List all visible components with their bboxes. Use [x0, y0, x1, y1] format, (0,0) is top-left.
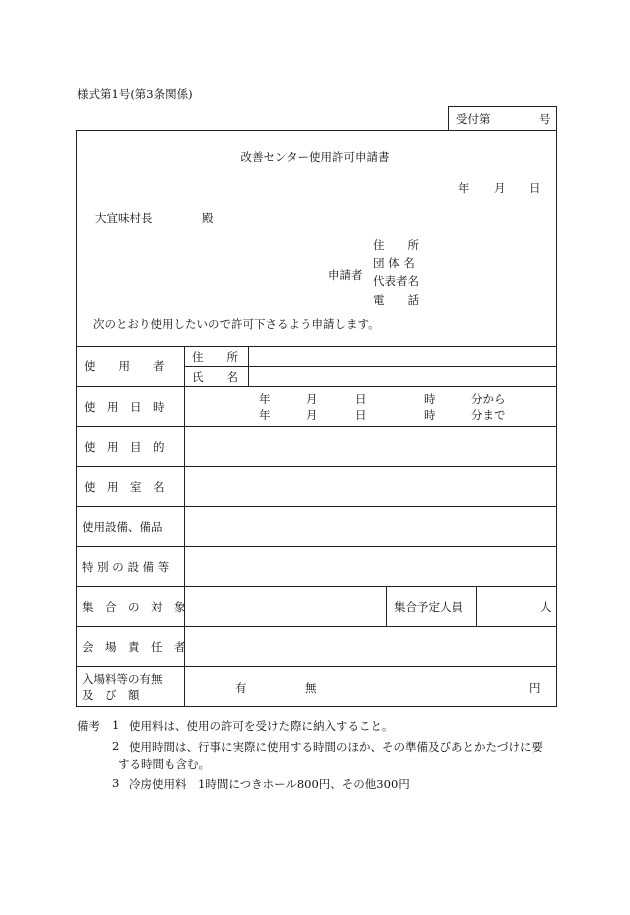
note-2-text: 使用時間は、行事に実際に使用する時間のほか、その準備及びあとかたづけに要	[129, 740, 543, 754]
user-name-label: 氏 名	[192, 370, 238, 384]
request-text: 次のとおり使用したいので許可下さるよう申請します。	[93, 317, 380, 331]
receipt-suffix: 号	[539, 112, 551, 126]
addressee-name: 大宜味村長	[95, 211, 153, 225]
form-number: 様式第1号(第3条関係)	[77, 87, 193, 101]
equipment-label: 使用設備、備品	[82, 520, 163, 534]
date-month: 月	[494, 181, 506, 195]
to-year: 年	[259, 408, 271, 422]
from-year: 年	[259, 392, 271, 406]
to-month: 月	[306, 408, 318, 422]
attendance-unit: 人	[540, 600, 552, 614]
fee-label-line1: 入場料等の有無	[82, 672, 163, 686]
applicant-representative-label: 代表者名	[373, 274, 419, 288]
from-month: 月	[306, 392, 318, 406]
assembly-target-label: 集 合 の 対 象	[82, 600, 186, 614]
to-minute: 分まで	[471, 408, 506, 422]
venue-manager-label: 会 場 責 任 者	[82, 640, 186, 654]
applicant-group-label: 団 体 名	[373, 256, 415, 270]
special-equipment-label: 特 別 の 設 備 等	[82, 560, 170, 574]
from-hour: 時	[424, 392, 436, 406]
note-3-number: 3	[112, 776, 120, 790]
date-day: 日	[529, 181, 541, 195]
applicant-label: 申請者	[328, 268, 363, 282]
note-2-number: 2	[112, 739, 120, 753]
note-2-text-continued: する時間も含む。	[118, 757, 210, 771]
to-hour: 時	[424, 408, 436, 422]
expected-attendance-label: 集合予定人員	[394, 600, 463, 614]
from-day: 日	[355, 392, 367, 406]
receipt-prefix: 受付第	[456, 112, 491, 126]
date-year: 年	[458, 181, 470, 195]
from-minute: 分から	[471, 392, 506, 406]
fee-no: 無	[305, 681, 317, 695]
to-day: 日	[355, 408, 367, 422]
fee-label-line2: 及 び 額	[82, 688, 140, 702]
applicant-phone-label: 電 話	[373, 293, 419, 307]
room-label: 使 用 室 名	[84, 480, 165, 494]
addressee-honorific: 殿	[202, 211, 214, 225]
note-1-text: 使用料は、使用の許可を受けた際に納入すること。	[129, 719, 394, 733]
form-title: 改善センター使用許可申請書	[240, 150, 390, 164]
note-3-text: 冷房使用料 1時間につきホール800円、その他300円	[129, 777, 410, 791]
user-label: 使 用 者	[84, 359, 165, 373]
notes-label: 備考	[77, 719, 100, 733]
fee-unit: 円	[529, 681, 541, 695]
user-address-label: 住 所	[192, 350, 238, 364]
purpose-label: 使 用 目 的	[84, 440, 165, 454]
fee-yes: 有	[235, 681, 247, 695]
applicant-address-label: 住 所	[373, 238, 419, 252]
datetime-label: 使 用 日 時	[84, 400, 165, 414]
note-1-number: 1	[112, 718, 120, 732]
